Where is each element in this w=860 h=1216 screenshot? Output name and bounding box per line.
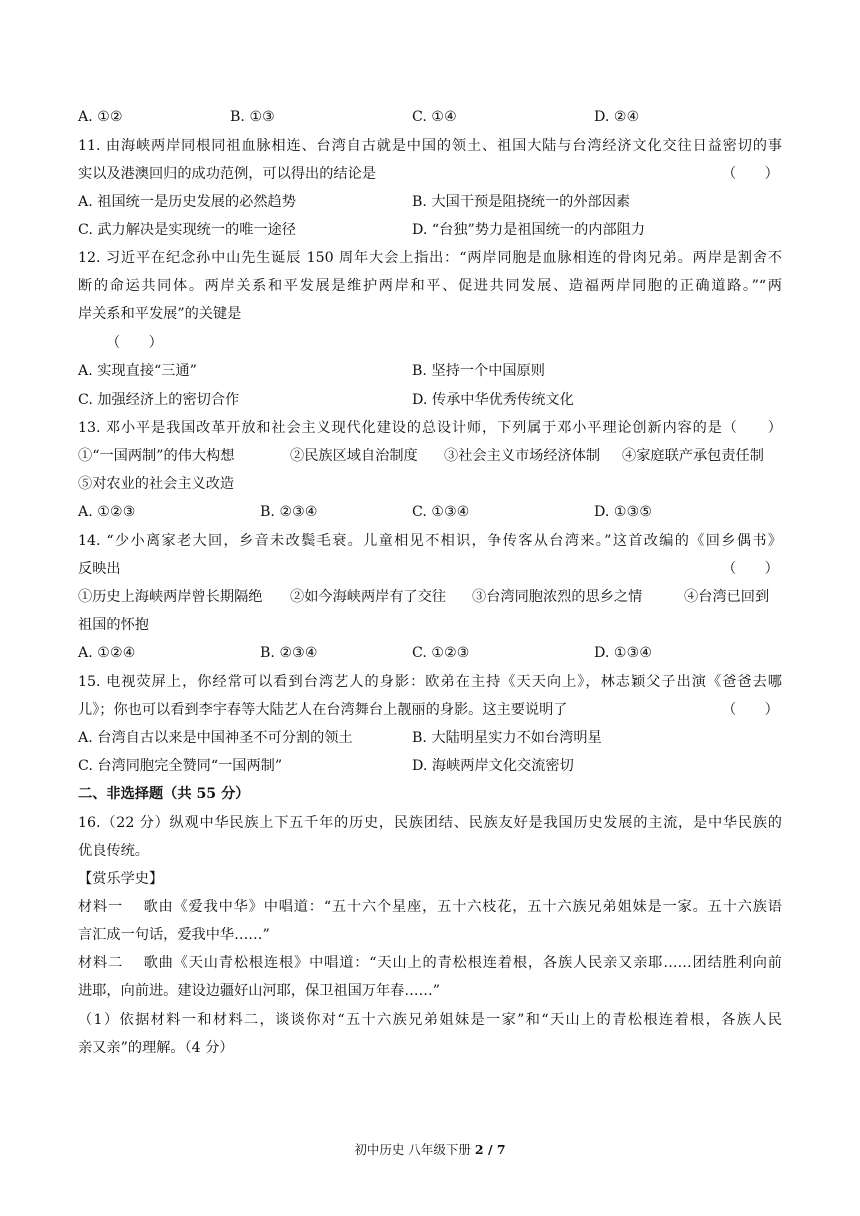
page-footer xyxy=(0,1140,860,1158)
q14-option-d: D. ①③④ xyxy=(594,645,653,661)
q16-subheading: 【赏乐学史】 xyxy=(78,871,164,887)
q16-stem-line-1: 16.（22 分）纵观中华民族上下五千年的历史，民族团结、民族友好是我国历史发展的主流，是中华民族的 xyxy=(78,815,782,831)
q15-option-c: C. 台湾同胞完全赞同“一国两制” xyxy=(78,758,283,774)
q13-option-b: B. ②③④ xyxy=(260,504,318,520)
q11-answer-blank: （ ） xyxy=(722,166,779,182)
q11-option-d: D. “台独”势力是祖国统一的内部阻力 xyxy=(412,222,646,238)
q12-option-b: B. 坚持一个中国原则 xyxy=(412,363,545,379)
q10-option-a: A. ①② xyxy=(78,109,123,125)
footer-label: 初中历史 八年级下册 xyxy=(354,1142,471,1157)
q13-item-2: ②民族区域自治制度 xyxy=(290,448,418,464)
q16-material-1-line-1: 材料一 歌由《爱我中华》中唱道：“五十六个星座，五十六枝花，五十六族兄弟姐妹是一家。五十六族语 xyxy=(78,899,782,915)
q12-option-a: A. 实现直接“三通” xyxy=(78,363,197,379)
q16-sub1-line-2: 亲又亲”的理解。（4 分） xyxy=(78,1040,234,1056)
q14-item-4-cont: 祖国的怀抱 xyxy=(78,617,149,633)
q15-stem-line-1: 15. 电视荧屏上，你经常可以看到台湾艺人的身影：欧弟在主持《天天向上》，林志颖父子出演《爸爸去哪 xyxy=(78,674,782,690)
q11-stem-line-1: 11. 由海峡两岸同根同祖血脉相连、台湾自古就是中国的领土、祖国大陆与台湾经济文化交往日益密切的事 xyxy=(78,138,782,154)
q15-option-b: B. 大陆明星实力不如台湾明星 xyxy=(412,730,602,746)
q14-option-b: B. ②③④ xyxy=(260,645,318,661)
q15-stem-line-2: 儿》；你也可以看到李宇春等大陆艺人在台湾舞台上靓丽的身影。这主要说明了 xyxy=(78,702,568,718)
q16-material-2-line-2: 进耶，向前进。建设边疆好山河耶，保卫祖国万年春……” xyxy=(78,983,440,999)
q16-sub1-line-1: （1）依据材料一和材料二，谈谈你对“五十六族兄弟姐妹是一家”和“天山上的青松根连着根，各族人民 xyxy=(78,1012,782,1028)
q13-item-1: ①“一国两制”的伟大构想 xyxy=(78,448,235,464)
q13-option-a: A. ①②③ xyxy=(78,504,136,520)
q14-item-2: ②如今海峡两岸有了交往 xyxy=(290,589,447,605)
q16-material-2-line-1: 材料二 歌曲《天山青松根连根》中唱道：“天山上的青松根连着根，各族人民亲又亲耶……团结胜利向前 xyxy=(78,955,782,971)
q16-stem-line-2: 优良传统。 xyxy=(78,843,149,859)
q12-stem-line-3: 岸关系和平发展”的关键是 xyxy=(78,306,242,322)
q12-option-c: C. 加强经济上的密切合作 xyxy=(78,392,240,408)
q15-option-d: D. 海峡两岸文化交流密切 xyxy=(412,758,574,774)
q14-item-3: ③台湾同胞浓烈的思乡之情 xyxy=(472,589,643,605)
q12-stem-line-2: 断的命运共同体。两岸关系和平发展是维护两岸和平、促进共同发展、造福两岸同胞的正确道路。”“两 xyxy=(78,278,782,294)
q15-option-a: A. 台湾自古以来是中国神圣不可分割的领土 xyxy=(78,730,353,746)
q13-item-5: ⑤对农业的社会主义改造 xyxy=(78,476,235,492)
q15-answer-blank: （ ） xyxy=(722,702,779,718)
q11-option-a: A. 祖国统一是历史发展的必然趋势 xyxy=(78,194,296,210)
q13-stem: 13. 邓小平是我国改革开放和社会主义现代化建设的总设计师，下列属于邓小平理论创新内容的是（ ） xyxy=(78,420,782,436)
q13-option-c: C. ①③④ xyxy=(412,504,470,520)
q16-material-1-line-2: 言汇成一句话，爱我中华……” xyxy=(78,927,270,943)
q14-option-a: A. ①②④ xyxy=(78,645,136,661)
q10-option-d: D. ②④ xyxy=(594,109,640,125)
q14-item-4: ④台湾已回到 xyxy=(684,589,770,605)
q14-item-1: ①历史上海峡两岸曾长期隔绝 xyxy=(78,589,263,605)
q11-option-c: C. 武力解决是实现统一的唯一途径 xyxy=(78,222,296,238)
q12-answer-blank: （ ） xyxy=(106,335,163,351)
q13-option-d: D. ①③⑤ xyxy=(594,504,653,520)
q14-answer-blank: （ ） xyxy=(722,561,779,577)
q11-stem-line-2: 实以及港澳回归的成功范例，可以得出的结论是 xyxy=(78,166,376,182)
q12-stem-line-1: 12. 习近平在纪念孙中山先生诞辰 150 周年大会上指出：“两岸同胞是血脉相连的骨肉兄弟。两岸是割舍不 xyxy=(78,250,782,266)
q13-item-4: ④家庭联产承包责任制 xyxy=(622,448,764,464)
q11-option-b: B. 大国干预是阻挠统一的外部因素 xyxy=(412,194,631,210)
q14-stem-line-1: 14. “少小离家老大回，乡音未改鬓毛衰。儿童相见不相识，争传客从台湾来。”这首改编的《回乡偶书》 xyxy=(78,533,782,549)
q10-option-b: B. ①③ xyxy=(230,109,275,125)
page-number: 2 / 7 xyxy=(474,1142,506,1157)
q12-option-d: D. 传承中华优秀传统文化 xyxy=(412,392,574,408)
q14-option-c: C. ①②③ xyxy=(412,645,470,661)
q14-stem-line-2: 反映出 xyxy=(78,561,121,577)
q13-item-3: ③社会主义市场经济体制 xyxy=(444,448,601,464)
q10-option-c: C. ①④ xyxy=(412,109,457,125)
section-2-title: 二、非选择题（共 55 分） xyxy=(78,786,250,802)
